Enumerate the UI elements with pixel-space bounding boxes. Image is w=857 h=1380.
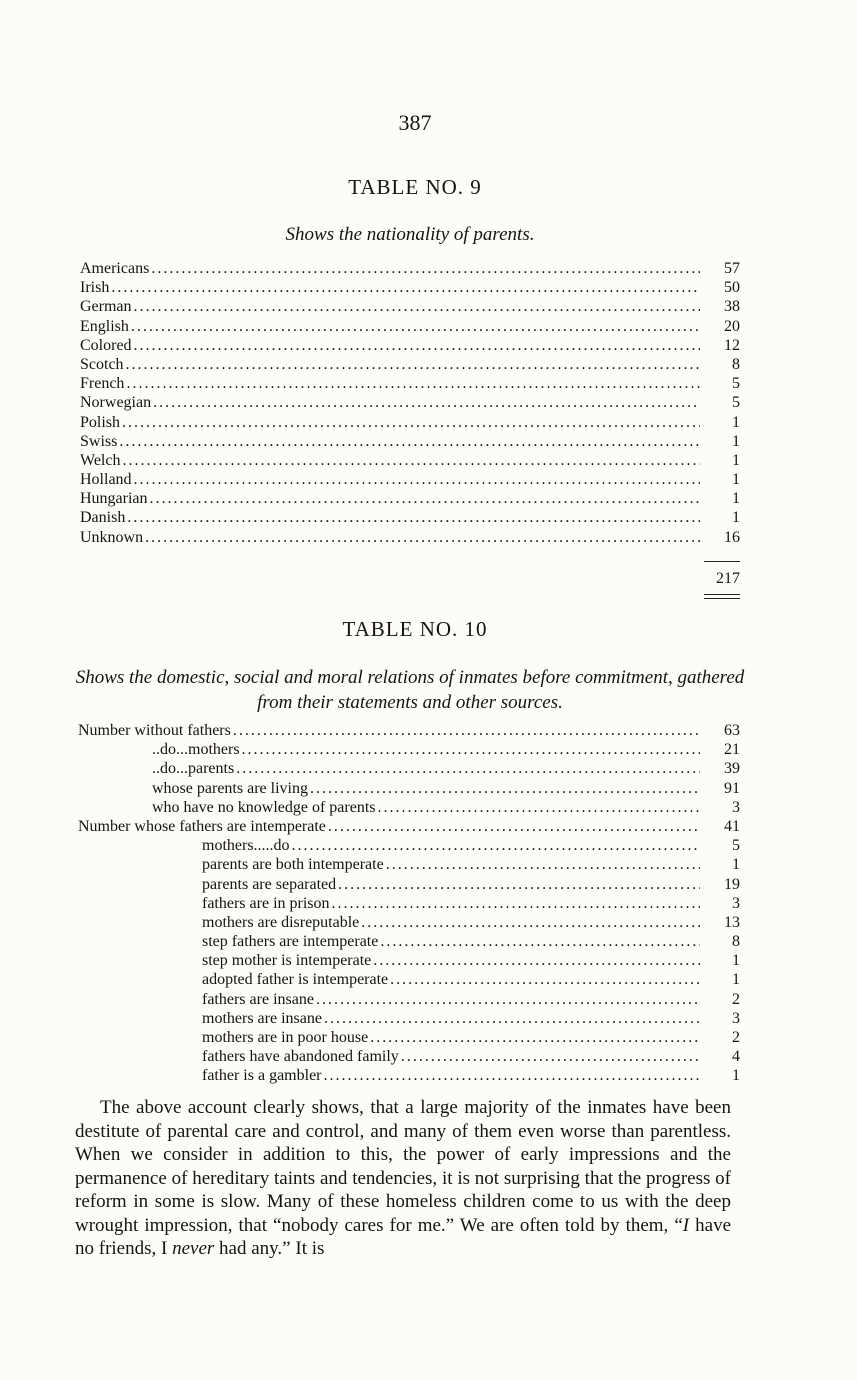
page-number: 387 <box>398 110 432 135</box>
table9-list <box>80 259 740 547</box>
row-value: 21 <box>724 741 740 759</box>
row-value: 5 <box>732 375 740 393</box>
row-value: 1 <box>732 856 740 874</box>
row-value: 8 <box>732 355 740 373</box>
table-row <box>80 259 740 278</box>
row-label: whose parents are living <box>152 779 308 797</box>
table9-total: 217 <box>716 570 740 587</box>
table-row <box>78 855 740 874</box>
row-label: Holland <box>80 471 132 489</box>
paragraph-text: had any.” It is <box>214 1238 325 1259</box>
row-value: 91 <box>724 779 740 797</box>
row-label: mothers are insane <box>202 1009 322 1027</box>
row-value: 12 <box>724 336 740 354</box>
table-row <box>80 432 740 451</box>
row-value: 5 <box>732 837 740 855</box>
row-label: fathers are insane <box>202 990 314 1008</box>
table10-subtitle: Shows the domestic, social and moral relations of inmates before commitment, gathered from their statements and other sources. <box>75 667 745 713</box>
paragraph-text: have no friends, I <box>75 1214 732 1259</box>
table-row <box>78 836 740 855</box>
table-row <box>80 508 740 527</box>
row-value: 2 <box>732 1029 740 1046</box>
row-value: 5 <box>732 394 740 412</box>
row-value: 4 <box>732 1048 740 1066</box>
table-row <box>80 355 740 374</box>
table-row <box>80 470 740 489</box>
row-value: 1 <box>732 490 740 508</box>
row-value: 13 <box>724 913 740 931</box>
paragraph-text: The above account clearly shows, that a large majority of the inmates have been destitute of parental care and control, and many of them even worse than parentless. When we consider in addition to this, the power of early impressions and the permanence of hereditary taints and tendencies, it is not surprising that the progress of reform in some is slow. Many of these homeless children come to us with the deep wrought impression, that “nobody cares for me.” We are often told by them, “ <box>75 1097 731 1236</box>
row-value: 20 <box>724 317 740 335</box>
row-label: mothers are in poor house <box>202 1029 369 1046</box>
table-row <box>78 932 740 951</box>
row-label: ..do...mothers <box>152 741 240 759</box>
table-row <box>78 798 740 817</box>
paragraph-emphasis: never <box>172 1238 215 1259</box>
table-row <box>80 374 740 393</box>
row-value: 3 <box>732 1009 740 1027</box>
row-value: 63 <box>724 722 740 739</box>
table-row <box>78 970 740 989</box>
row-label: mothers.....do <box>202 837 290 855</box>
row-label: French <box>80 375 125 393</box>
row-value: 39 <box>724 760 740 778</box>
table10-list <box>78 721 740 1086</box>
row-label: fathers have abandoned family <box>202 1048 399 1066</box>
table9-subtitle: Shows the nationality of parents. <box>285 224 535 245</box>
row-value: 1 <box>732 952 740 970</box>
row-label: Irish <box>80 279 110 297</box>
row-value: 19 <box>724 875 740 893</box>
row-value: 41 <box>724 817 740 835</box>
row-label: fathers are in prison <box>202 894 330 912</box>
row-value: 1 <box>732 451 740 469</box>
row-label: parents are both intemperate <box>202 856 384 874</box>
row-label: English <box>80 317 129 335</box>
table-row <box>80 489 740 508</box>
table-row <box>80 297 740 316</box>
table-row <box>80 451 740 470</box>
row-label: Number without fathers <box>78 722 231 739</box>
row-label: father is a gambler <box>202 1067 322 1085</box>
row-value: 3 <box>732 798 740 816</box>
row-label: Colored <box>80 336 132 354</box>
table-row <box>80 528 740 547</box>
table-row <box>80 393 740 412</box>
row-label: mothers are disreputable <box>202 913 360 931</box>
table-row <box>78 951 740 970</box>
table-row <box>80 413 740 432</box>
row-label: step fathers are intemperate <box>202 933 379 951</box>
table-row <box>78 740 740 759</box>
table-row <box>80 317 740 336</box>
row-label: Polish <box>80 413 121 431</box>
table-row <box>78 1066 740 1085</box>
row-value: 1 <box>732 971 740 989</box>
table-row <box>78 1047 740 1066</box>
row-label: Welch <box>80 451 121 469</box>
row-label: step mother is intemperate <box>202 952 372 970</box>
row-label: adopted father is intemperate <box>202 971 389 989</box>
body-paragraph <box>75 1096 731 1261</box>
row-value: 38 <box>724 298 740 316</box>
row-label: Unknown <box>80 528 144 546</box>
total-rule <box>704 561 740 562</box>
row-value: 1 <box>732 1067 740 1085</box>
table-row <box>78 894 740 913</box>
paragraph-emphasis: I <box>682 1214 690 1236</box>
table-row <box>78 1009 740 1028</box>
row-value: 3 <box>732 894 740 912</box>
row-label: parents are separated <box>202 875 337 893</box>
table9-title: TABLE NO. 9 <box>348 175 482 199</box>
table-row <box>78 990 740 1009</box>
row-label: ..do...parents <box>152 760 235 778</box>
table-row <box>80 336 740 355</box>
row-label: Norwegian <box>80 394 152 412</box>
table-row <box>78 875 740 894</box>
row-value: 2 <box>732 990 740 1008</box>
table-row <box>78 1028 740 1047</box>
row-label: German <box>80 298 132 316</box>
table-row <box>78 779 740 798</box>
row-value: 57 <box>724 260 740 277</box>
row-value: 50 <box>724 279 740 297</box>
row-value: 1 <box>732 471 740 489</box>
row-label: Swiss <box>80 432 118 450</box>
table-row <box>78 721 740 740</box>
table-row <box>78 817 740 836</box>
row-label: Americans <box>80 260 150 277</box>
row-label: who have no knowledge of parents <box>152 798 376 816</box>
row-value: 1 <box>732 509 740 527</box>
row-value: 16 <box>724 528 740 546</box>
total-double-rule <box>704 594 740 599</box>
table-row <box>78 913 740 932</box>
row-label: Hungarian <box>80 490 148 508</box>
row-value: 1 <box>732 432 740 450</box>
table10-title: TABLE NO. 10 <box>342 617 488 641</box>
row-label: Danish <box>80 509 126 527</box>
table-row <box>80 278 740 297</box>
row-value: 8 <box>732 933 740 951</box>
row-value: 1 <box>732 413 740 431</box>
row-label: Scotch <box>80 355 124 373</box>
table-row <box>78 759 740 778</box>
row-label: Number whose fathers are intemperate <box>78 817 326 835</box>
